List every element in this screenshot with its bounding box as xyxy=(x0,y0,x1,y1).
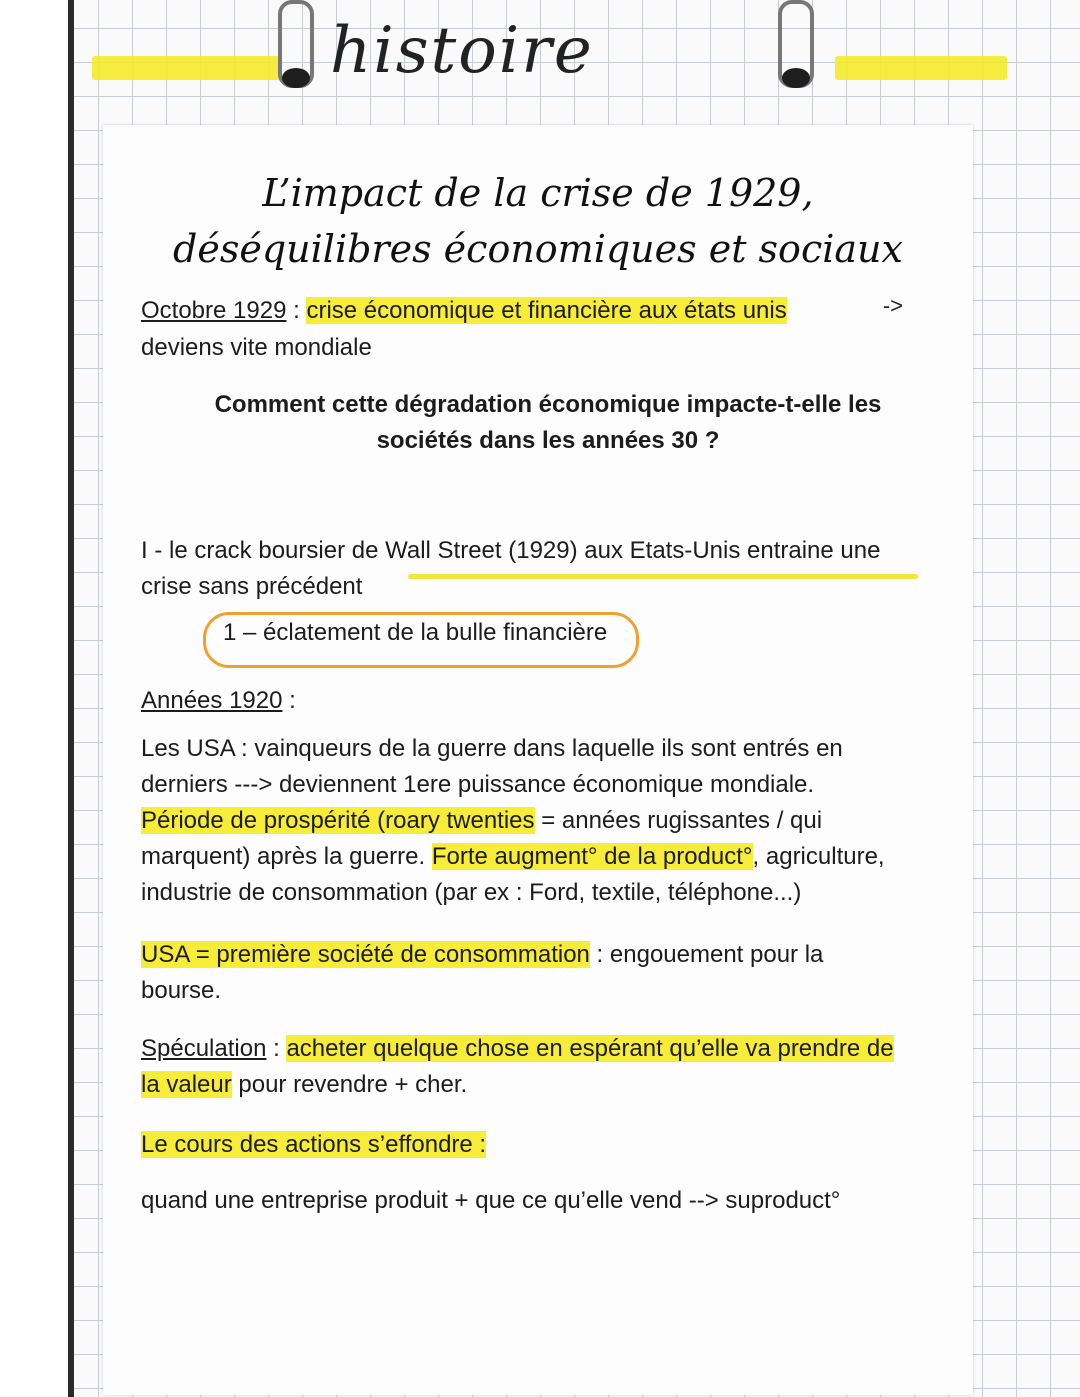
problematique xyxy=(163,387,933,459)
spec-line-1 xyxy=(141,1031,951,1067)
paper-sheet xyxy=(103,125,973,1395)
spec-rest: pour revendre + cher. xyxy=(231,1071,468,1098)
intro-line-1 xyxy=(141,293,941,329)
spec-highlight-2: la valeur xyxy=(141,1071,232,1098)
usa-line-5: industrie de consommation (par ex : Ford, textile, téléphone...) xyxy=(141,879,802,906)
usa-line-2: derniers ---> deviennent 1ere puissance économique mondiale. xyxy=(141,771,815,798)
header-highlight-right xyxy=(835,56,1007,80)
intro-arrow: -> xyxy=(882,293,903,318)
part-1-line-2: crise sans précédent xyxy=(141,573,363,600)
cours-line xyxy=(141,1127,941,1163)
main-title-line-2: déséquilibres économiques et sociaux xyxy=(173,227,903,271)
spec-sep: : xyxy=(266,1035,287,1062)
usa-line-4-a: marquent) après la guerre. xyxy=(141,843,432,870)
subject-title: histoire xyxy=(330,14,594,88)
usa-line-1: Les USA : vainqueurs de la guerre dans laquelle ils sont entrés en xyxy=(141,735,843,762)
surproduction-line: quand une entreprise produit + que ce qu’elle vend --> suproduct° xyxy=(141,1187,841,1214)
speculation-paragraph xyxy=(141,1031,951,1103)
annees-text: Années 1920 xyxy=(141,687,283,714)
usa-line-4 xyxy=(141,839,951,875)
binder-ring-right xyxy=(778,0,814,88)
usa-line-3-hl: Période de prospérité (roary twenties xyxy=(141,807,535,834)
usa-line-4-rest: , agriculture, xyxy=(752,843,885,870)
subheading-1: 1 – éclatement de la bulle financière xyxy=(223,619,608,646)
problematique-line-1: Comment cette dégradation économique impacte-t-elle les xyxy=(214,391,882,418)
intro-highlight: crise économique et financière aux états unis xyxy=(306,297,787,324)
conso-line-1 xyxy=(141,937,941,973)
spec-highlight-1: acheter quelque chose en espérant qu’elle va prendre de xyxy=(286,1035,894,1062)
part-1-heading xyxy=(141,533,941,605)
header-highlight-left xyxy=(92,56,282,80)
usa-line-4-hl: Forte augment° de la product° xyxy=(431,843,753,870)
part-1-line-1: I - le crack boursier de Wall Street (1929) aux Etats-Unis entraine une xyxy=(141,537,881,564)
binder-ring-left xyxy=(278,0,314,88)
conso-highlight: USA = première société de consommation xyxy=(141,941,590,968)
intro-date: Octobre 1929 xyxy=(141,297,287,324)
problematique-line-2: sociétés dans les années 30 ? xyxy=(376,427,720,454)
cours-highlight: Le cours des actions s’effondre : xyxy=(141,1131,487,1158)
conso-rest: : engouement pour la xyxy=(589,941,824,968)
spec-line-2 xyxy=(141,1067,951,1103)
annees-label xyxy=(141,683,941,719)
main-title-line-1: L’impact de la crise de 1929, xyxy=(262,171,814,215)
intro-line-2: deviens vite mondiale xyxy=(141,334,372,361)
main-title xyxy=(103,165,973,277)
left-margin xyxy=(0,0,70,1397)
binder-edge xyxy=(68,0,74,1397)
spec-label: Spéculation xyxy=(141,1035,267,1062)
usa-line-3-rest: = années rugissantes / qui xyxy=(534,807,823,834)
intro-sep: : xyxy=(286,297,307,324)
usa-line-3 xyxy=(141,803,951,839)
part-1-underline xyxy=(408,574,918,579)
usa-paragraph xyxy=(141,731,951,911)
annees-colon: : xyxy=(282,687,296,714)
conso-paragraph xyxy=(141,937,941,1009)
conso-line-2: bourse. xyxy=(141,977,222,1004)
